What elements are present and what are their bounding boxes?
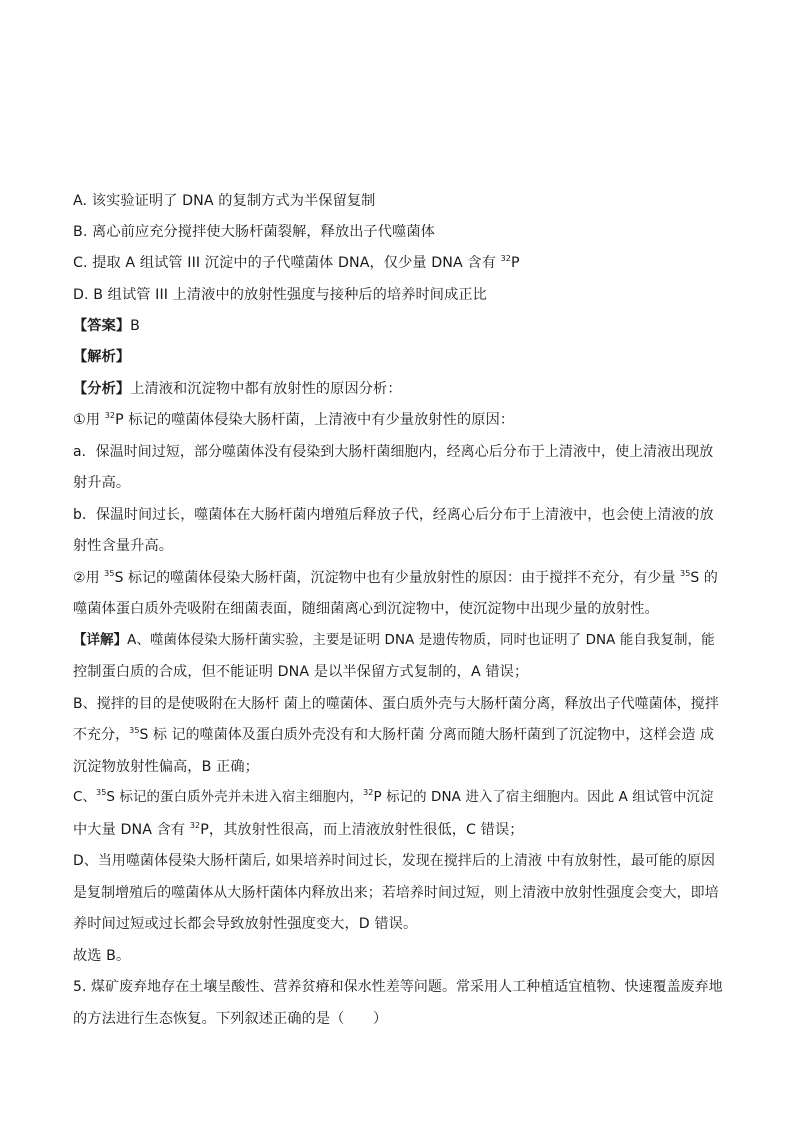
- question-5-line-2: 的方法进行生态恢复。下列叙述正确的是（ ）: [73, 1011, 388, 1027]
- xiangjie-d-line-1: D、当用噬菌体侵染大肠杆菌后, 如果培养时间过长，发现在搅拌后的上清液 中有放射性，最可能的原因: [73, 853, 716, 869]
- xiangjie-c-line-2: 中大量 DNA 含有 $^{32}$P，其放射性很高，而上清液放射性很低，C 错误；: [73, 821, 524, 838]
- option-c: C. 提取 A 组试管 III 沉淀中的子代噬菌体 DNA，仅少量 DNA 含有 $^{32}$P: [73, 254, 520, 271]
- answer-label: 【答案】: [73, 318, 131, 334]
- option-d: D. B 组试管 III 上清液中的放射性强度与接种后的培养时间成正比: [73, 287, 487, 303]
- xiangjie-a-line-1: 【详解】A、噬菌体侵染大肠杆菌实验，主要是证明 DNA 是遗传物质，同时也证明了 DNA 能自我复制，能: [73, 633, 715, 648]
- analysis-label: 【解析】: [73, 349, 131, 365]
- answer: [73, 315, 721, 337]
- fenxi-point-2: ②用 $^{35}$S 标记的噬菌体侵染大肠杆菌，沉淀物中也有少量放射性的原因：由于搅拌不充分，有少量 $^{35}$S 的: [73, 569, 718, 586]
- xiangjie-b-line-2: 不充分，$^{35}$S 标 记的噬菌体及蛋白质外壳没有和大肠杆菌 分离而随大肠杆菌到了沉淀物中，这样会造 成: [73, 726, 715, 743]
- fenxi-a-line-2: 射升高。: [73, 475, 131, 491]
- option-a: A. 该实验证明了 DNA 的复制方式为半保留复制: [73, 193, 376, 209]
- question-5-line-1: 5. 煤矿废弃地存在土壤呈酸性、营养贫瘠和保水性差等问题。常采用人工种植适宜植物、快速覆盖废弃地: [73, 979, 723, 995]
- xiangjie-d-line-2: 是复制增殖后的噬菌体从大肠杆菌体内释放出来；若培养时间过短，则上清液中放射性强度会变大，即培: [73, 885, 719, 901]
- fenxi-point-2-line-2: 噬菌体蛋白质外壳吸附在细菌表面，随细菌离心到沉淀物中，使沉淀物中出现少量的放射性。: [73, 601, 659, 617]
- xiangjie-d-line-3: 养时间过短或过长都会导致放射性强度变大，D 错误。: [73, 916, 418, 932]
- option-b: B. 离心前应充分搅拌使大肠杆菌裂解，释放出子代噬菌体: [73, 224, 435, 240]
- fenxi-point-1: ①用 $^{32}$P 标记的噬菌体侵染大肠杆菌，上清液中有少量放射性的原因：: [73, 411, 515, 428]
- answer-value: B: [130, 318, 140, 334]
- xiangjie-a-line-2: 控制蛋白质的合成，但不能证明 DNA 是以半保留方式复制的，A 错误；: [73, 664, 529, 680]
- fenxi-b-line-1: b．保温时间过长，噬菌体在大肠杆菌内增殖后释放子代，经离心后分布于上清液中，也会使上清液的放: [73, 507, 714, 523]
- fenxi-b-line-2: 射性含量升高。: [73, 538, 174, 554]
- xiangjie-c-line-1: C、$^{35}$S 标记的蛋白质外壳并未进入宿主细胞内，$^{32}$P 标记的 DNA 进入了宿主细胞内。因此 A 组试管中沉淀: [73, 788, 714, 805]
- conclusion: 故选 B。: [73, 948, 131, 964]
- fenxi-a-line-1: a．保温时间过短，部分噬菌体没有侵染到大肠杆菌细胞内，经离心后分布于上清液中，使上清液出现放: [73, 444, 714, 460]
- fenxi-heading: 【分析】上清液和沉淀物中都有放射性的原因分析：: [73, 381, 402, 397]
- xiangjie-b-line-3: 沉淀物放射性偏高，B 正确；: [73, 759, 259, 775]
- xiangjie-b-line-1: B、搅拌的目的是使吸附在大肠杆 菌上的噬菌体、蛋白质外壳与大肠杆菌分离，释放出子代噬菌体，搅拌: [73, 696, 719, 712]
